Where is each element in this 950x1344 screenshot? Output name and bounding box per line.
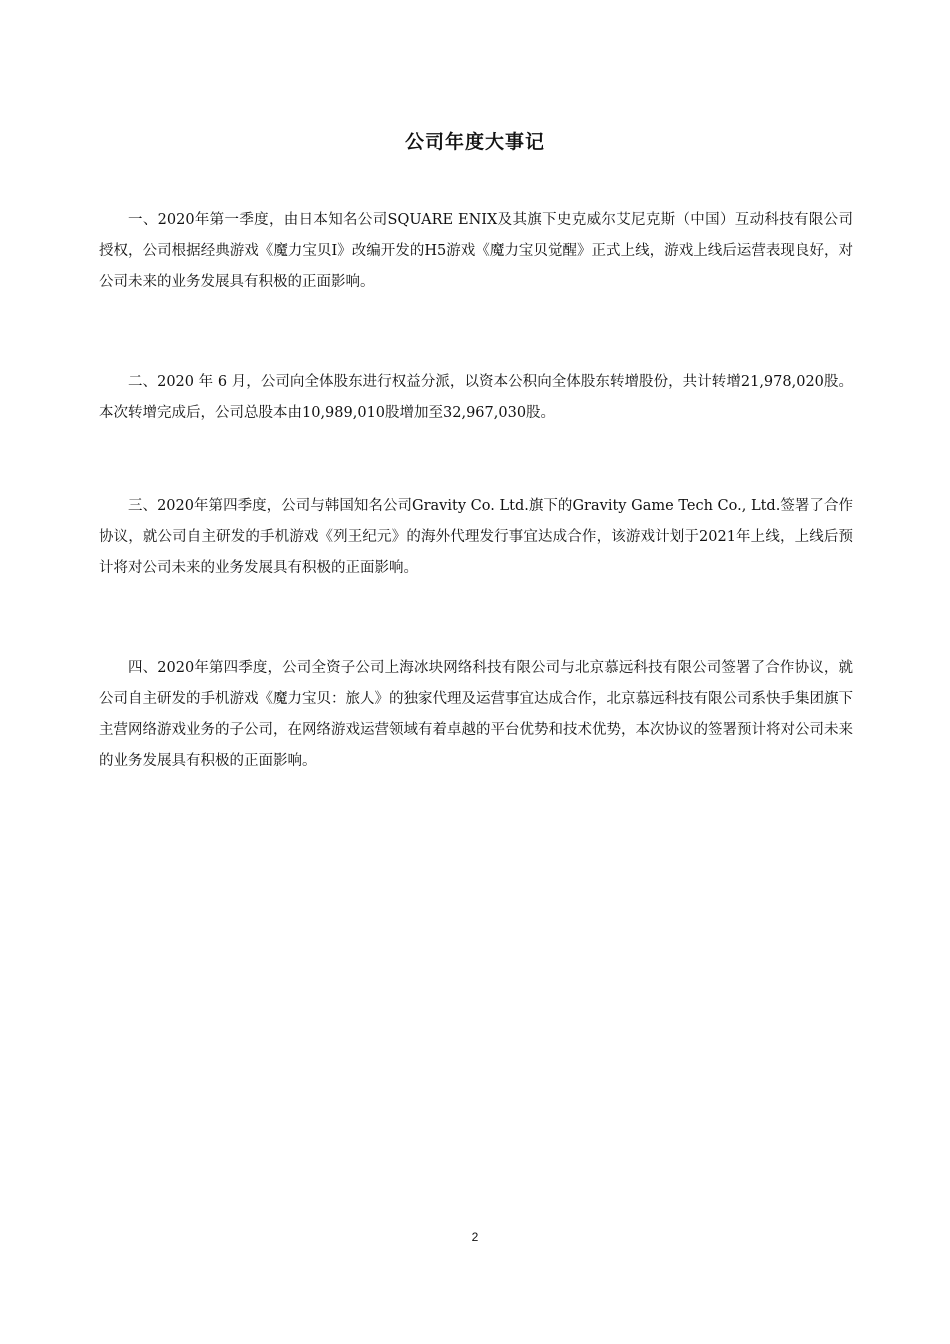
- event-paragraph-1: 一、2020年第一季度，由日本知名公司SQUARE ENIX及其旗下史克威尔艾尼克斯（中国）互动科技有限公司授权，公司根据经典游戏《魔力宝贝Ⅰ》改编开发的H5游戏《魔力宝贝觉醒》正式上线，游戏上线后运营表现良好，对公司未来的业务发展具有积极的正面影响。: [99, 212, 853, 290]
- event-paragraph-3: 三、2020年第四季度，公司与韩国知名公司Gravity Co. Ltd.旗下的Gravity Game Tech Co., Ltd.签署了合作协议，就公司自主研发的手机游戏《列王纪元》的海外代理发行事宜达成合作，该游戏计划于2021年上线，上线后预计将对公司未来的业务发展具有积极的正面影响。: [99, 498, 853, 576]
- page-title: 公司年度大事记: [404, 131, 545, 153]
- page-number: 2: [471, 1230, 479, 1244]
- event-paragraph-4: 四、2020年第四季度，公司全资子公司上海冰块网络科技有限公司与北京慕远科技有限公司签署了合作协议，就公司自主研发的手机游戏《魔力宝贝：旅人》的独家代理及运营事宜达成合作，北京慕远科技有限公司系快手集团旗下主营网络游戏业务的子公司，在网络游戏运营领域有着卓越的平台优势和技术优势，本次协议的签署预计将对公司未来的业务发展具有积极的正面影响。: [99, 660, 853, 769]
- event-paragraph-2: 二、2020 年 6 月，公司向全体股东进行权益分派，以资本公积向全体股东转增股份，共计转增21,978,020股。本次转增完成后，公司总股本由10,989,010股增加至32,967,030股。: [99, 374, 853, 421]
